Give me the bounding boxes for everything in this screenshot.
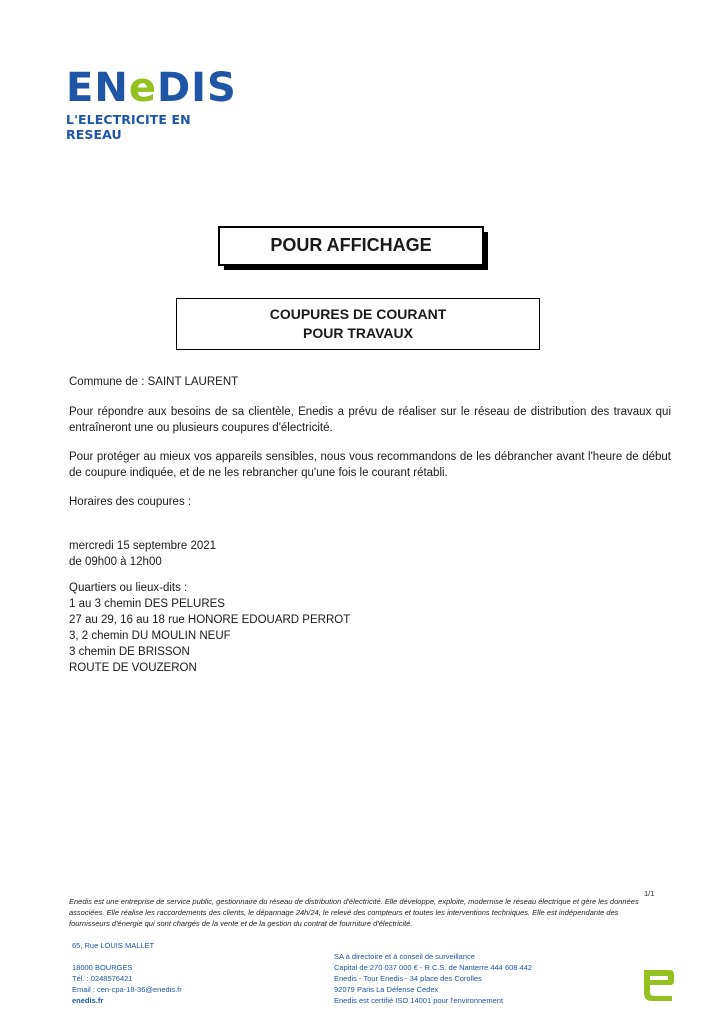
list-item: ROUTE DE VOUZERON xyxy=(69,662,197,674)
paragraph-intro: Pour répondre aux besoins de sa clientèle, Enedis a prévu de réaliser sur le réseau de distribution des travaux qui entraîneront une ou plusieurs coupures d'électricité. xyxy=(69,406,671,434)
notice-heading-box xyxy=(218,226,484,266)
list-item: 3, 2 chemin DU MOULIN NEUF xyxy=(69,630,231,642)
schedule-date: mercredi 15 septembre 2021 xyxy=(69,540,217,552)
company-line: Capital de 270 037 000 € - R.C.S. de Nanterre 444 608 442 xyxy=(334,963,533,972)
enedis-logo xyxy=(66,66,236,142)
areas-list xyxy=(69,580,671,676)
commune: Commune de : SAINT LAURENT xyxy=(69,376,239,388)
company-info xyxy=(334,951,532,1006)
subheading-line1: COUPURES DE COURANT xyxy=(269,306,447,322)
logo-wordmark: ENeDIS xyxy=(66,65,237,111)
website-link[interactable]: enedis.fr xyxy=(72,996,104,1005)
schedule xyxy=(69,538,671,570)
address-email: Email : cen-cpa-18-36@enedis.fr xyxy=(72,985,182,994)
paragraph-advice: Pour protéger au mieux vos appareils sensibles, nous vous recommandons de les débrancher avant l'heure de début de coupure indiquée, et de ne les rebrancher qu'une fois le courant rétabli. xyxy=(69,451,671,479)
subheading-line2: POUR TRAVAUX xyxy=(303,325,413,341)
company-line: SA à directoire et à conseil de surveillance xyxy=(334,952,475,961)
list-item: 1 au 3 chemin DES PELURES xyxy=(69,598,225,610)
address-phone: Tél. : 0248576421 xyxy=(72,974,133,983)
address-city: 18000 BOURGES xyxy=(72,963,133,972)
list-item: 3 chemin DE BRISSON xyxy=(69,646,190,658)
logo-tagline: L'ELECTRICITE EN RESEAU xyxy=(66,112,191,142)
page-number: 1/1 xyxy=(644,889,655,898)
list-item: 27 au 29, 16 au 18 rue HONORE EDOUARD PERROT xyxy=(69,614,351,626)
company-line: Enedis - Tour Enedis - 34 place des Corolles xyxy=(334,974,482,983)
schedule-label: Horaires des coupures : xyxy=(69,496,192,508)
schedule-time: de 09h00 à 12h00 xyxy=(69,556,162,568)
address-street: 65, Rue LOUIS MALLET xyxy=(72,941,155,950)
enedis-mark-icon xyxy=(640,966,676,1004)
notice-subheading-box xyxy=(176,298,540,350)
notice-heading: POUR AFFICHAGE xyxy=(270,235,432,255)
areas-label: Quartiers ou lieux-dits : xyxy=(69,582,188,594)
company-line: Enedis est certifié ISO 14001 pour l'environnement xyxy=(334,996,504,1005)
legal-text: Enedis est une entreprise de service public, gestionnaire du réseau de distribution d'électricité. Elle développe, exploite, modernise le réseau électrique et gère les données associées. Elle réalise les raccordements des clients, le dépannage 24h/24, le relevé des compteurs et toutes les interventions techniques. Elle est indépendante des fournisseurs d'énergie qui sont chargés de la vente et de la gestion du contrat de fourniture d'électricité. xyxy=(69,897,639,928)
address-block xyxy=(72,940,182,1006)
company-line: 92079 Paris La Défense Cedex xyxy=(334,985,439,994)
